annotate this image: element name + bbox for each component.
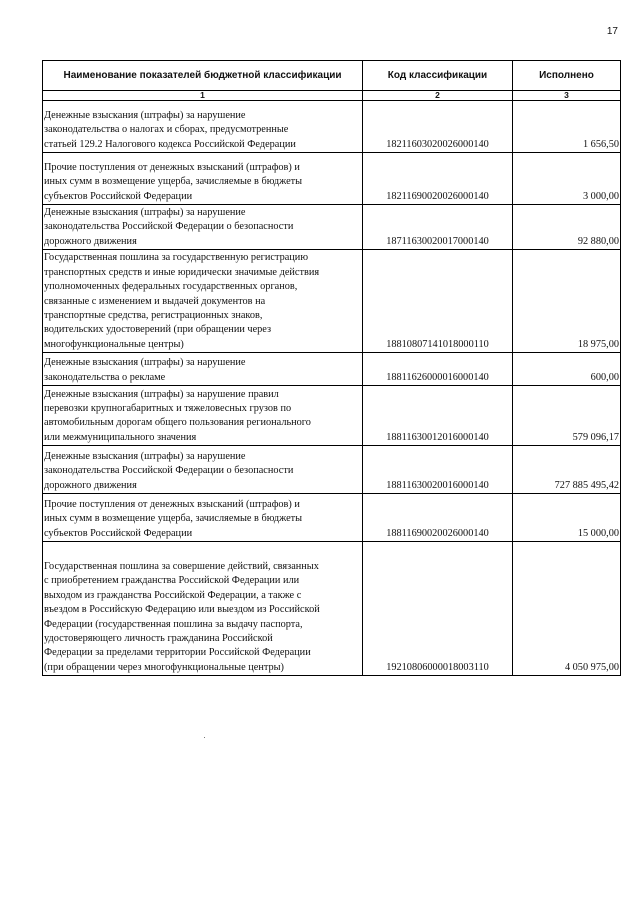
indicator-name-line: Денежные взыскания (штрафы) за нарушение [44, 207, 246, 218]
table-row [43, 205, 621, 250]
indicator-name-line: субъектов Российской Федерации [44, 527, 193, 539]
indicator-name-line: удостоверяющего личность гражданина Российской [44, 633, 273, 644]
indicator-name-line: Денежные взыскания (штрафы) за нарушение [44, 109, 246, 121]
classification-code: 18810807141018000110 [363, 250, 513, 353]
classification-code: 18811630020016000140 [363, 446, 513, 494]
indicator-name-line: Прочие поступления от денежных взысканий (штрафов) и [44, 499, 300, 510]
table-row [43, 353, 621, 386]
indicator-name-line: с приобретением гражданства Российской Федерации или [44, 575, 300, 587]
indicator-name [43, 446, 363, 494]
indicator-name-line: законодательства Российской Федерации о безопасности [44, 221, 294, 233]
column-number: 3 [513, 91, 621, 101]
column-number: 2 [363, 91, 513, 101]
indicator-name-line: или межмуниципального значения [44, 431, 197, 443]
executed-amount: 727 885 495,42 [513, 446, 621, 494]
executed-amount: 3 000,00 [513, 153, 621, 205]
indicator-name-line: Государственная пошлина за государственную регистрацию [44, 252, 309, 264]
indicator-name-line: законодательства о налогах и сборах, предусмотренные [44, 124, 289, 136]
header-executed: Исполнено [513, 61, 621, 91]
indicator-name-line: Денежные взыскания (штрафы) за нарушение правил [44, 388, 279, 400]
indicator-name-line: транспортных средств и иные юридически значимые действия [44, 266, 320, 278]
table-row [43, 153, 621, 205]
table-row [43, 386, 621, 446]
classification-code: 18811690020026000140 [363, 494, 513, 542]
classification-code: 18211603020026000140 [363, 101, 513, 153]
indicator-name-line: Федерации за пределами территории Российской Федерации [44, 647, 311, 659]
indicator-name-line: въездом в Российскую Федерацию или выездом из Российской [44, 604, 320, 616]
indicator-name-line: перевозки крупногабаритных и тяжеловесных грузов по [44, 403, 292, 414]
classification-code: 18211690020026000140 [363, 153, 513, 205]
classification-code: 18711630020017000140 [363, 205, 513, 250]
table-row [43, 494, 621, 542]
indicator-name-line: иных сумм в возмещение ущерба, зачисляемые в бюджеты [44, 513, 303, 525]
budget-classification-table [42, 60, 621, 676]
indicator-name-line: многофункциональные центры) [44, 338, 184, 350]
indicator-name-line: законодательства Российской Федерации о безопасности [44, 465, 294, 477]
indicator-name-line: Федерации (государственная пошлина за выдачу паспорта, [44, 618, 303, 630]
table-row [43, 101, 621, 153]
indicator-name [43, 205, 363, 250]
indicator-name-line: законодательства о рекламе [44, 371, 166, 383]
indicator-name-line: субъектов Российской Федерации [44, 190, 193, 202]
indicator-name [43, 353, 363, 386]
indicator-name-line: водительских удостоверений (при обращении через [44, 324, 272, 336]
executed-amount: 579 096,17 [513, 386, 621, 446]
header-row [43, 61, 621, 91]
indicator-name-line: статьей 129.2 Налогового кодекса Российской Федерации [44, 138, 296, 150]
indicator-name-line: Денежные взыскания (штрафы) за нарушение [44, 357, 246, 369]
indicator-name [43, 250, 363, 353]
header-code: Код классификации [363, 61, 513, 91]
executed-amount: 15 000,00 [513, 494, 621, 542]
indicator-name [43, 386, 363, 446]
indicator-name-line: Прочие поступления от денежных взысканий (штрафов) и [44, 161, 300, 173]
indicator-name-line: дорожного движения [44, 235, 137, 247]
indicator-name-line: иных сумм в возмещение ущерба, зачисляемые в бюджеты [44, 176, 303, 188]
indicator-name-line: уполномоченных федеральных государственных органов, [44, 281, 298, 293]
classification-code: 19210806000018003110 [363, 542, 513, 676]
indicator-name-line: связанные с изменением и выдачей документов на [44, 295, 266, 307]
indicator-name-line: Государственная пошлина за совершение действий, связанных [44, 560, 319, 572]
indicator-name [43, 153, 363, 205]
indicator-name-line: выходом из гражданства Российской Федерации, а также с [44, 589, 302, 601]
classification-code: 18811630012016000140 [363, 386, 513, 446]
executed-amount: 600,00 [513, 353, 621, 386]
header-name: Наименование показателей бюджетной классификации [43, 61, 363, 91]
table-row [43, 446, 621, 494]
executed-amount: 92 880,00 [513, 205, 621, 250]
indicator-name-line: дорожного движения [44, 479, 137, 491]
classification-code: 18811626000016000140 [363, 353, 513, 386]
executed-amount: 18 975,00 [513, 250, 621, 353]
table-row [43, 542, 621, 676]
page-number: 17 [606, 26, 618, 37]
indicator-name [43, 101, 363, 153]
table-body [43, 101, 621, 676]
indicator-name-line: Денежные взыскания (штрафы) за нарушение [44, 451, 246, 462]
indicator-name [43, 494, 363, 542]
scan-speck [204, 737, 205, 738]
indicator-name-line: (при обращении через многофункциональные центры) [44, 661, 284, 673]
executed-amount: 4 050 975,00 [513, 542, 621, 676]
executed-amount: 1 656,50 [513, 101, 621, 153]
column-number-row [43, 91, 621, 101]
indicator-name-line: автомобильным дорогам общего пользования регионального [44, 417, 311, 429]
column-number: 1 [43, 91, 363, 101]
indicator-name [43, 542, 363, 676]
indicator-name-line: транспортные средства, регистрационных знаков, [44, 310, 263, 321]
table-row [43, 250, 621, 353]
